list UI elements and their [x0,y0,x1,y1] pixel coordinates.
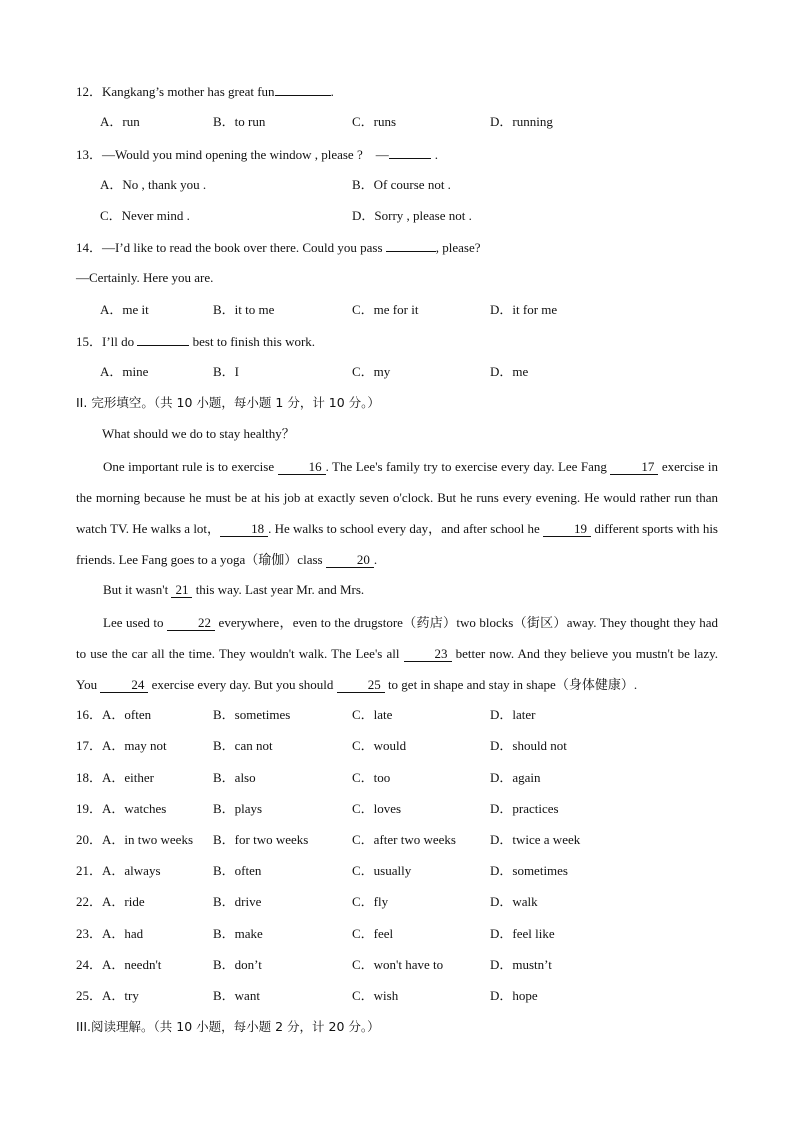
option-d: D．should not [490,738,567,753]
option-b: B．make [213,926,263,941]
option-c: C．runs [352,114,397,129]
option-b: B．to run [213,114,266,129]
option-c: C．me for it [352,302,419,317]
blank-18: 18 [220,522,268,537]
option-c: C．late [352,707,393,722]
option-d: D．me [490,364,529,379]
blank-23: 23 [404,647,452,662]
cloze-row: 22．A．ride [76,894,145,909]
cloze-row: 18．A．either [76,770,154,785]
option-b: B．I [213,364,240,379]
option-b: B．it to me [213,302,275,317]
option-d: D．feel like [490,926,555,941]
option-c: C．wish [352,988,399,1003]
cloze-row: 16．A．often [76,707,152,722]
option-b: B．sometimes [213,707,291,722]
question-stem: 13．—Would you mind opening the window , please ? — [76,147,389,162]
option-d: D．twice a week [490,832,581,847]
cloze-row: 19．A．watches [76,801,167,816]
blank-20: 20 [326,553,374,568]
question-15 [76,332,315,351]
option-d: D．sometimes [490,863,568,878]
cloze-row: 25．A．try [76,988,139,1003]
option-c: C．Never mind . [100,208,190,223]
question-stem: 14．—I’d like to read the book over there. Could you pass [76,240,383,255]
option-c: C．feel [352,926,394,941]
option-b: B．plays [213,801,263,816]
option-d: D．walk [490,894,538,909]
question-tail: best to finish this work. [192,334,316,349]
section-3-heading: III.阅读理解。（共 10 小题，每小题 2 分，计 20 分。） [76,1019,380,1034]
option-a: A．me it [100,302,149,317]
option-b: B．don’t [213,957,262,972]
question-13 [76,145,438,164]
option-d: D．Sorry , please not . [352,208,472,223]
question-tail: . [434,147,438,162]
answer-blank [386,238,436,252]
option-b: B．drive [213,894,262,909]
passage-paragraph-2: But it wasn't 21 this way. Last year Mr. and Mrs. [103,582,365,597]
cloze-row: 24．A．needn't [76,957,162,972]
question-14 [76,238,481,257]
blank-16: 16 [278,460,326,475]
question-stem: 15．I’ll do [76,334,135,349]
question-12 [76,82,334,101]
option-d: D．practices [490,801,559,816]
section-2-heading: II. 完形填空。（共 10 小题，每小题 1 分，计 10 分。） [76,395,380,410]
answer-blank [275,82,331,96]
option-b: B．also [213,770,256,785]
blank-19: 19 [543,522,591,537]
question-tail: . [330,84,334,99]
option-a: A．run [100,114,140,129]
option-c: C．my [352,364,391,379]
option-c: C．won't have to [352,957,444,972]
cloze-row: 23．A．had [76,926,144,941]
option-d: D．it for me [490,302,558,317]
passage-paragraph-3: Lee used to 22 everywhere，even to the drugstore（药店）two blocks（街区）away. They thought they had to use the car all the time. They wouldn't walk. The Lee's all 23 better now. And they believe you mustn't be lazy. You 24 exercise every day. But you should 25 to get in shape and stay in shape（身体健康）. [76,615,719,692]
blank-17: 17 [610,460,658,475]
cloze-row: 17．A．may not [76,738,167,753]
answer-blank [389,145,431,159]
option-c: C．usually [352,863,412,878]
option-c: C．loves [352,801,402,816]
passage-title: What should we do to stay healthy？ [102,426,295,441]
option-b: B．often [213,863,262,878]
option-c: C．too [352,770,391,785]
option-c: C．after two weeks [352,832,456,847]
option-a: A．mine [100,364,149,379]
cloze-row: 21．A．always [76,863,161,878]
option-d: D．later [490,707,536,722]
question-14-reply: —Certainly. Here you are. [76,270,214,285]
question-stem: 12．Kangkang’s mother has great fun [76,84,275,99]
blank-24: 24 [100,678,148,693]
option-d: D．again [490,770,541,785]
passage-paragraph-1: One important rule is to exercise 16 . The Lee's family try to exercise every day. Lee Fang 17 exercise in the morning because he must be at his job at exactly seven o'clock. But he runs every evening. He would rather run than watch TV. He walks a lot， 18 . He walks to school every day，and after school he 19 different sports with his friends. Lee Fang goes to a yoga（瑜伽）class 20 . [76,459,718,567]
cloze-row: 20．A．in two weeks [76,832,194,847]
option-c: C．would [352,738,407,753]
option-b: B．for two weeks [213,832,309,847]
option-b: B．Of course not . [352,177,451,192]
option-d: D．running [490,114,553,129]
option-d: D．hope [490,988,538,1003]
option-b: B．want [213,988,260,1003]
option-d: D．mustn’t [490,957,552,972]
answer-blank [137,332,189,346]
question-tail: , please? [435,240,481,255]
option-c: C．fly [352,894,389,909]
blank-22: 22 [167,616,215,631]
blank-21: 21 [171,583,192,598]
option-a: A．No , thank you . [100,177,207,192]
option-b: B．can not [213,738,273,753]
blank-25: 25 [337,678,385,693]
